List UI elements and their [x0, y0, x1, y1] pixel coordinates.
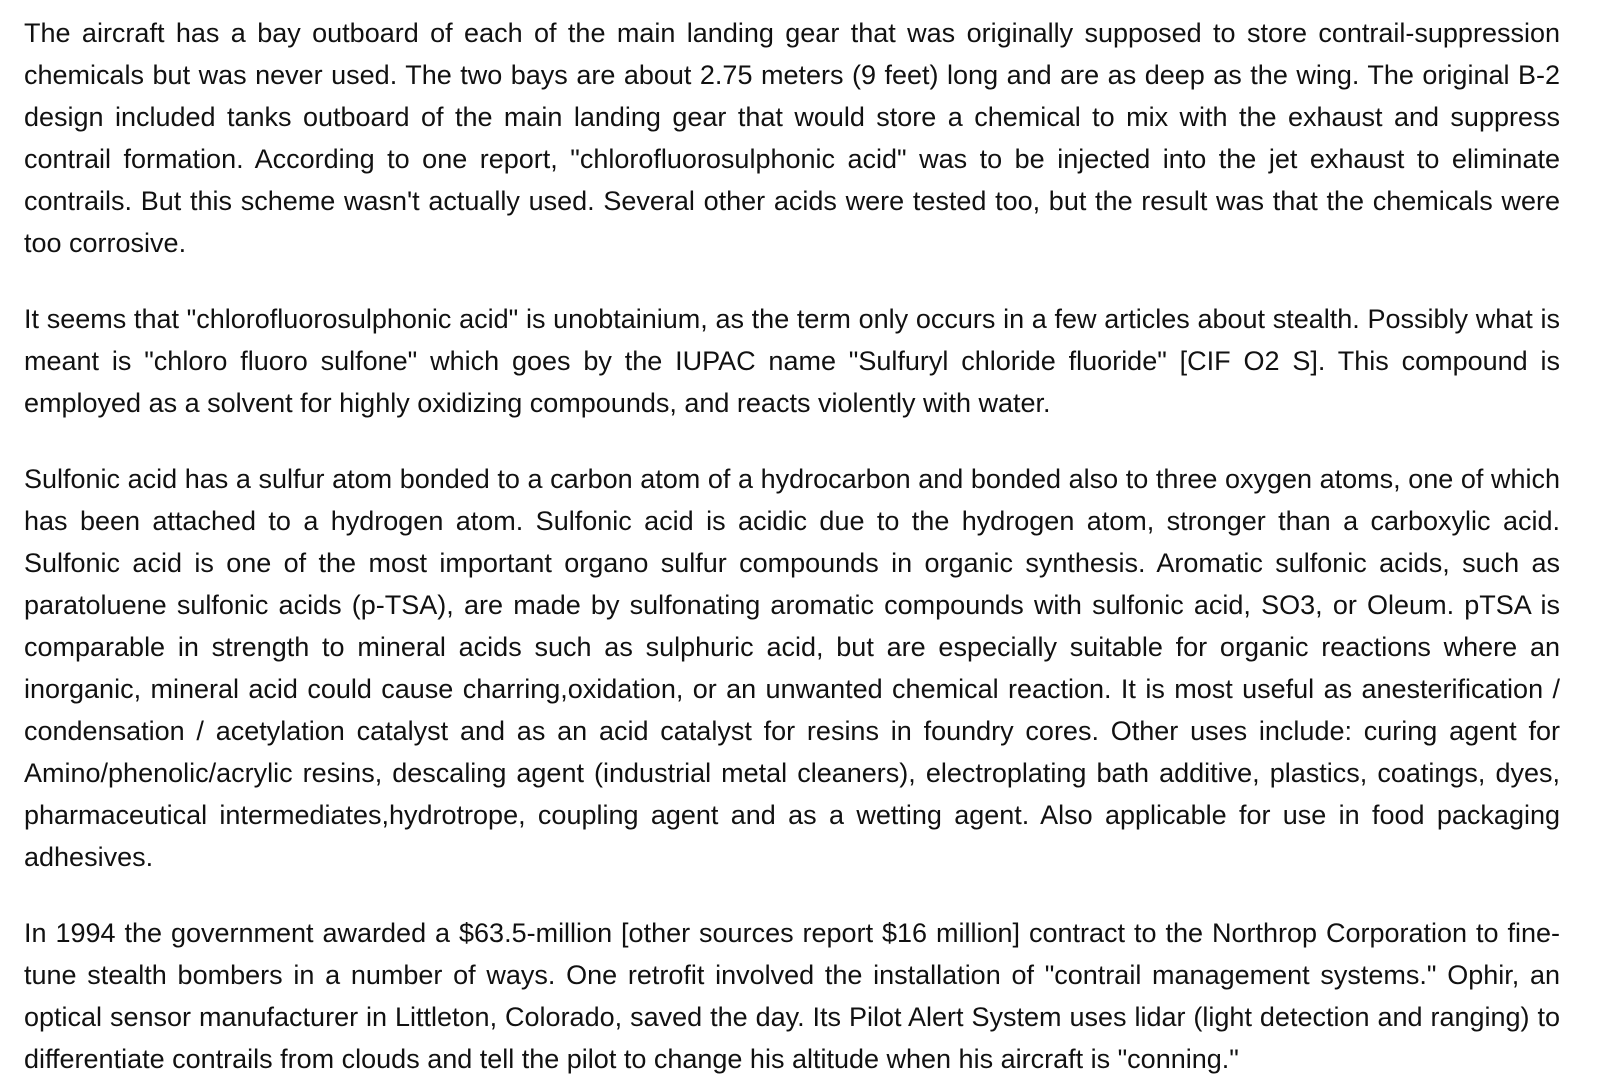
- paragraph-sulfonic-acid: Sulfonic acid has a sulfur atom bonded to a carbon atom of a hydrocarbon and bonded also to three oxygen atoms, one of which has been attached to a hydrogen atom. Sulfonic acid is acidic due to the hydrogen atom, stronger than a carboxylic acid. Sulfonic acid is one of the most important organo sulfur compounds in organic synthesis. Aromatic sulfonic acids, such as paratoluene sulfonic acids (p-TSA), are made by sulfonating aromatic compounds with sulfonic acid, SO3, or Oleum. pTSA is comparable in strength to mineral acids such as sulphuric acid, but are especially suitable for organic reactions where an inorganic, mineral acid could cause charring,oxidation, or an unwanted chemical reaction. It is most useful as anesterification / condensation / acetylation catalyst and as an acid catalyst for resins in foundry cores. Other uses include: curing agent for Amino/phenolic/acrylic resins, descaling agent (industrial metal cleaners), electroplating bath additive, plastics, coatings, dyes, pharmaceutical intermediates,hydrotrope, coupling agent and as a wetting agent. Also applicable for use in food packaging adhesives.: [24, 464, 1560, 872]
- paragraph-contrail-management: In 1994 the government awarded a $63.5-million [other sources report $16 million] contract to the Northrop Corporation to fine-tune stealth bombers in a number of ways. One retrofit involved the installation of "contrail management systems." Ophir, an optical sensor manufacturer in Littleton, Colorado, saved the day. Its Pilot Alert System uses lidar (light detection and ranging) to differentiate contrails from clouds and tell the pilot to change his altitude when his aircraft is "conning.": [24, 918, 1560, 1074]
- paragraph-contrail-bays: The aircraft has a bay outboard of each of the main landing gear that was originally supposed to store contrail-suppression chemicals but was never used. The two bays are about 2.75 meters (9 feet) long and are as deep as the wing. The original B-2 design included tanks outboard of the main landing gear that would store a chemical to mix with the exhaust and suppress contrail formation. According to one report, "chlorofluorosulphonic acid" was to be injected into the jet exhaust to eliminate contrails. But this scheme wasn't actually used. Several other acids were tested too, but the result was that the chemicals were too corrosive.: [24, 18, 1560, 258]
- paragraph-chlorofluorosulphonic-acid: It seems that "chlorofluorosulphonic acid" is unobtainium, as the term only occurs in a few articles about stealth. Possibly what is meant is "chloro fluoro sulfone" which goes by the IUPAC name "Sulfuryl chloride fluoride" [CIF O2 S]. This compound is employed as a solvent for highly oxidizing compounds, and reacts violently with water.: [24, 304, 1560, 418]
